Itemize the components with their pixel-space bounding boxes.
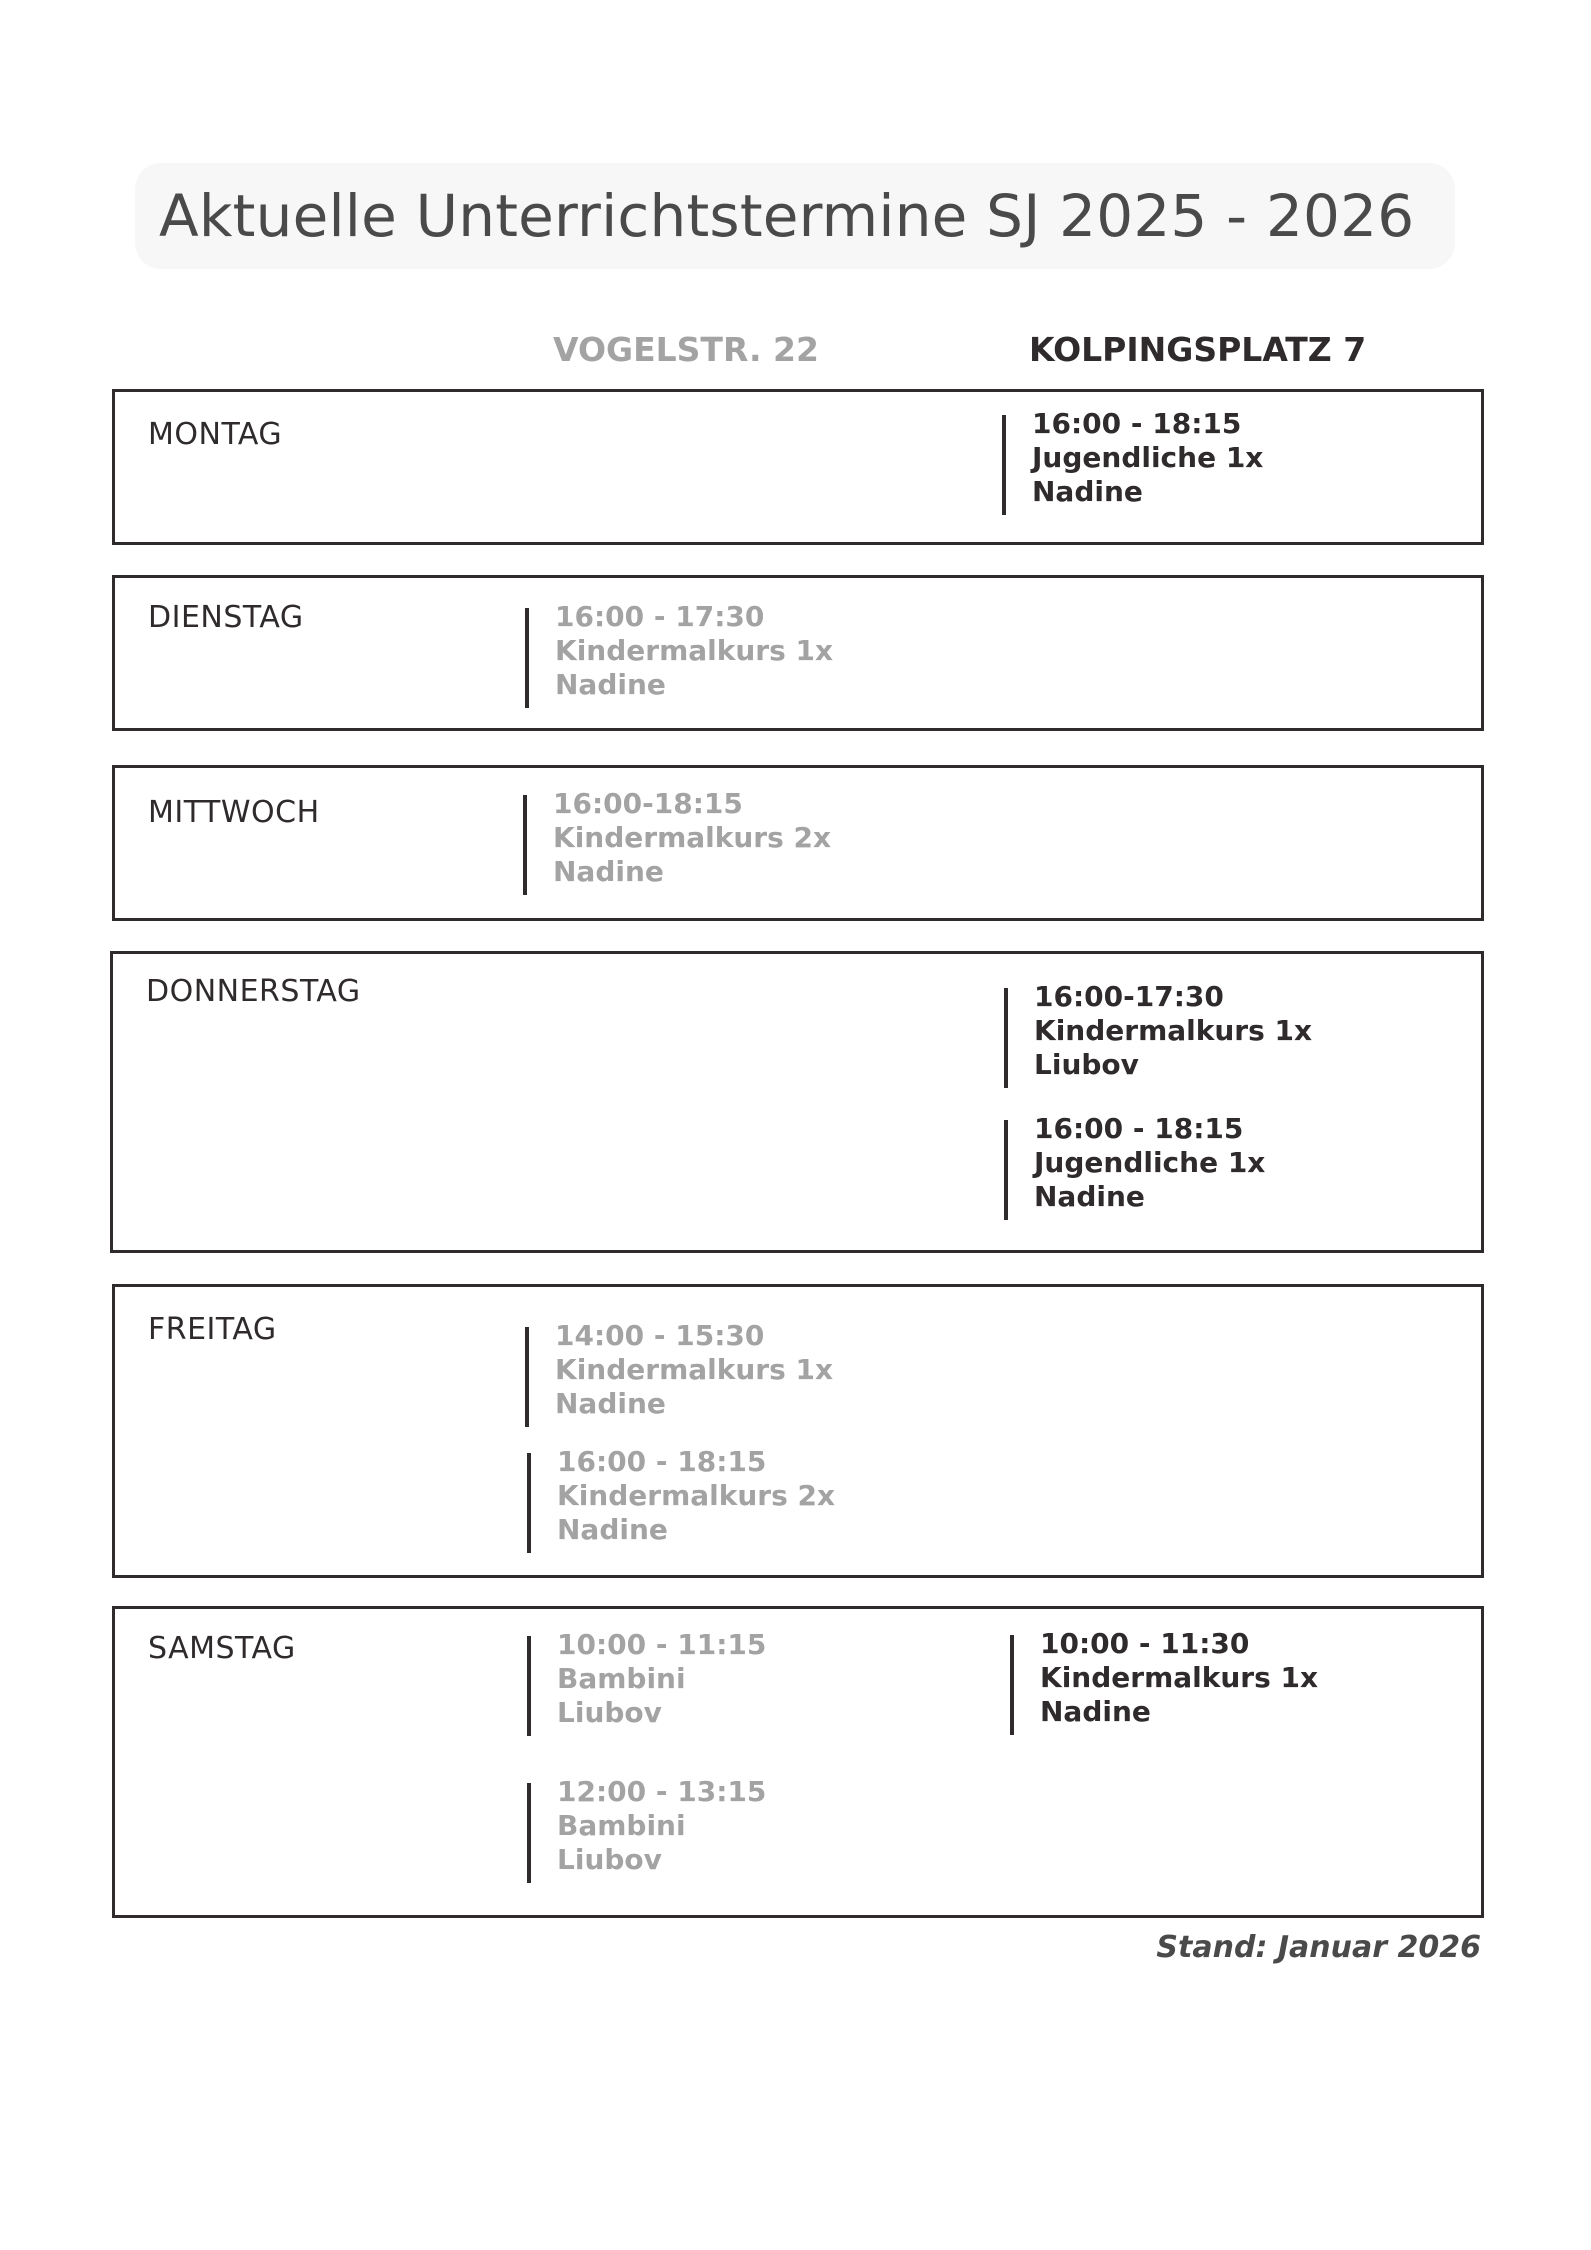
entry-course: Kindermalkurs 2x: [557, 1479, 836, 1512]
entry-course: Jugendliche 1x: [1034, 1146, 1266, 1179]
entry-time: 16:00 - 17:30: [555, 600, 765, 633]
entry-bar: [1004, 1120, 1008, 1220]
entry-time: 16:00-17:30: [1034, 980, 1224, 1013]
day-box-donnerstag: [110, 951, 1484, 1253]
page-title: Aktuelle Unterrichtstermine SJ 2025 - 2026: [159, 182, 1415, 250]
day-box-freitag: [112, 1284, 1484, 1578]
entry-time: 12:00 - 13:15: [557, 1775, 767, 1808]
entry-bar: [525, 1327, 529, 1427]
entry-time: 10:00 - 11:15: [557, 1628, 767, 1661]
entry-bar: [1004, 988, 1008, 1088]
title-banner: [135, 163, 1455, 269]
entry-time: 16:00 - 18:15: [557, 1445, 767, 1478]
entry-bar: [523, 795, 527, 895]
location-header-kolpingsplatz: KOLPINGSPLATZ 7: [1029, 330, 1367, 369]
entry-course: Kindermalkurs 1x: [555, 1353, 834, 1386]
entry-teacher: Nadine: [557, 1513, 668, 1546]
entry-teacher: Nadine: [1040, 1695, 1151, 1728]
entry-course: Kindermalkurs 2x: [553, 821, 832, 854]
entry-course: Bambini: [557, 1809, 686, 1842]
entry-course: Kindermalkurs 1x: [1034, 1014, 1313, 1047]
day-label: DONNERSTAG: [146, 974, 361, 1009]
entry-course: Bambini: [557, 1662, 686, 1695]
entry-course: Jugendliche 1x: [1032, 441, 1264, 474]
day-label: FREITAG: [148, 1312, 277, 1347]
day-box-montag: [112, 389, 1484, 545]
entry-teacher: Nadine: [555, 1387, 666, 1420]
entry-course: Kindermalkurs 1x: [555, 634, 834, 667]
entry-teacher: Nadine: [1032, 475, 1143, 508]
entry-bar: [1010, 1635, 1014, 1735]
entry-bar: [1002, 415, 1006, 515]
location-header-vogelstr: VOGELSTR. 22: [553, 330, 819, 369]
day-box-dienstag: [112, 575, 1484, 731]
entry-time: 16:00 - 18:15: [1034, 1112, 1244, 1145]
entry-bar: [525, 608, 529, 708]
entry-time: 14:00 - 15:30: [555, 1319, 765, 1352]
entry-teacher: Nadine: [553, 855, 664, 888]
entry-teacher: Liubov: [557, 1843, 662, 1876]
entry-course: Kindermalkurs 1x: [1040, 1661, 1319, 1694]
entry-teacher: Nadine: [555, 668, 666, 701]
entry-bar: [527, 1783, 531, 1883]
day-label: DIENSTAG: [148, 600, 304, 635]
day-label: SAMSTAG: [148, 1631, 296, 1666]
entry-bar: [527, 1453, 531, 1553]
entry-time: 16:00 - 18:15: [1032, 407, 1242, 440]
day-box-samstag: [112, 1606, 1484, 1918]
entry-time: 16:00-18:15: [553, 787, 743, 820]
entry-teacher: Nadine: [1034, 1180, 1145, 1213]
day-label: MONTAG: [148, 417, 283, 452]
stand-note: Stand: Januar 2026: [1156, 1930, 1481, 1965]
day-label: MITTWOCH: [148, 795, 320, 830]
entry-teacher: Liubov: [557, 1696, 662, 1729]
day-box-mittwoch: [112, 765, 1484, 921]
entry-bar: [527, 1636, 531, 1736]
entry-teacher: Liubov: [1034, 1048, 1139, 1081]
entry-time: 10:00 - 11:30: [1040, 1627, 1250, 1660]
